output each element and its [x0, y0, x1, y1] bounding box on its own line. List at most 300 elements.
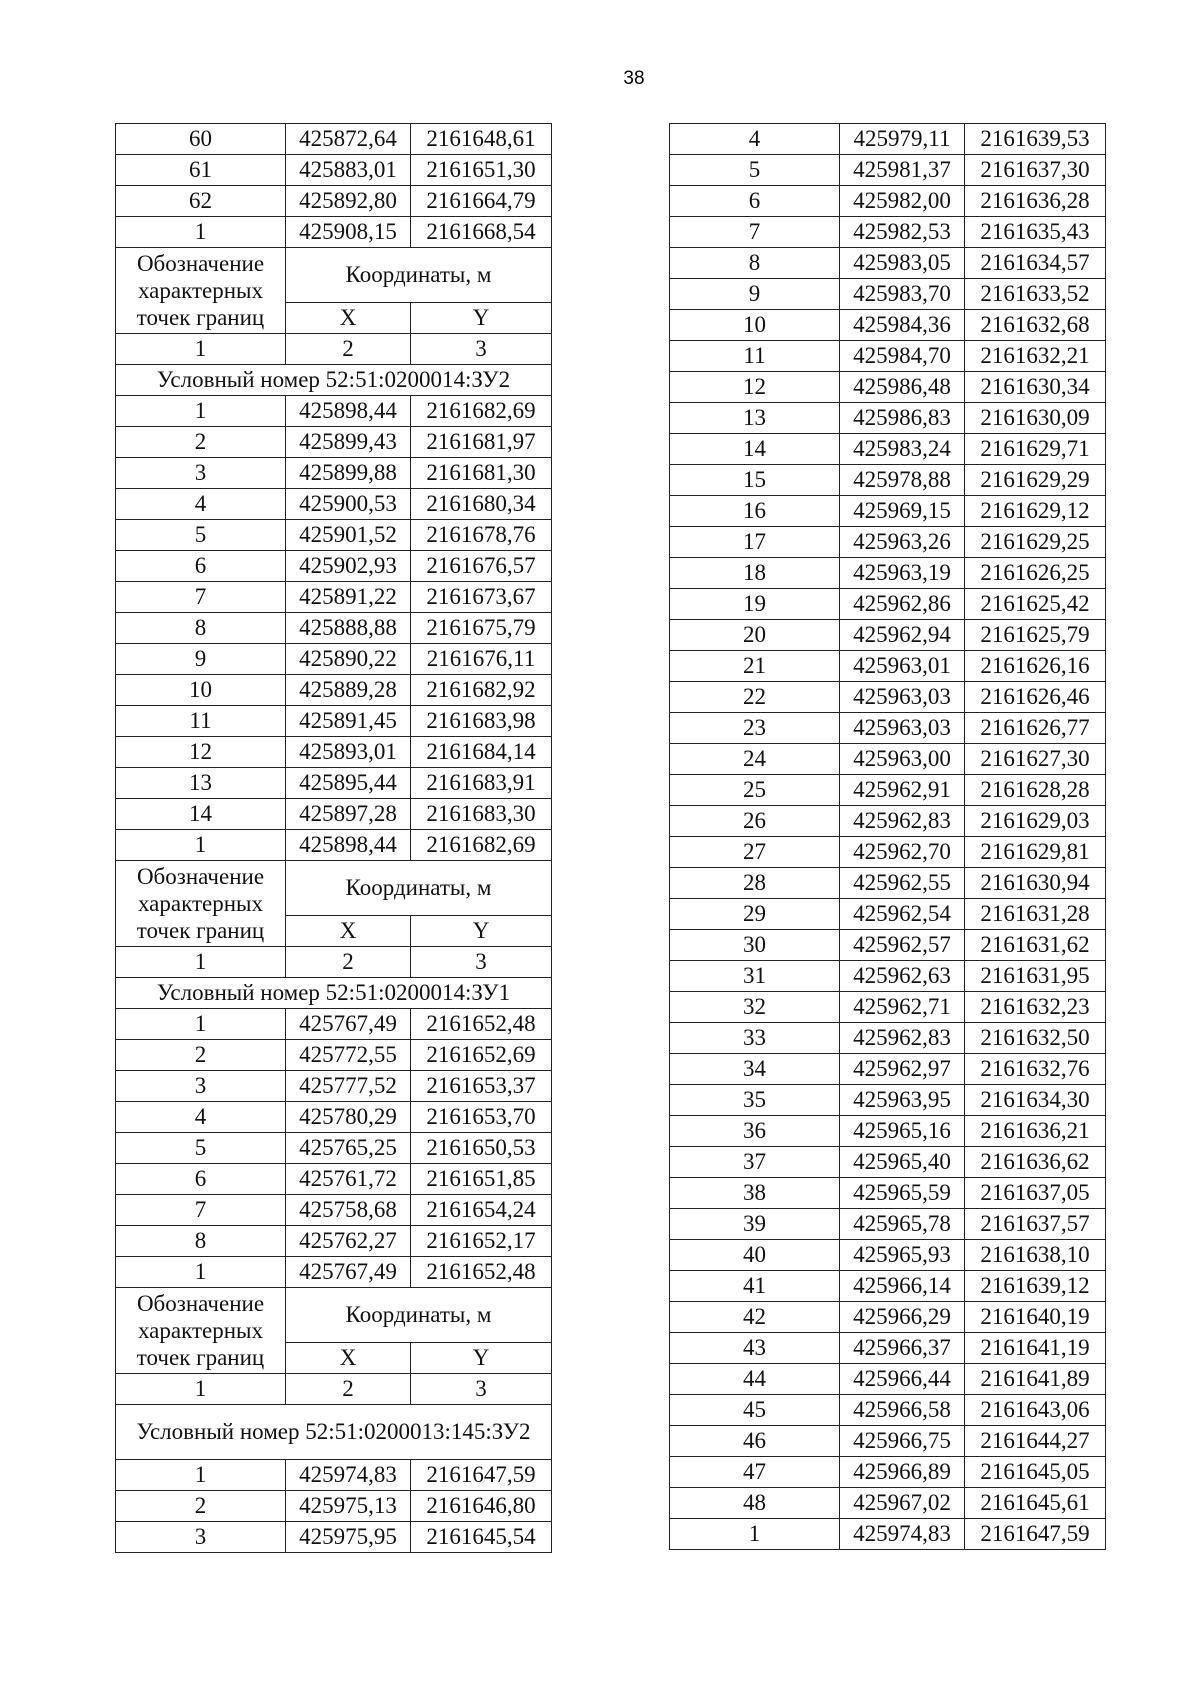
table-row	[670, 868, 1106, 899]
point-number-cell: 11	[670, 341, 840, 372]
y-coordinate-cell: 2161632,76	[965, 1054, 1106, 1085]
y-coordinate-cell: 2161643,06	[965, 1395, 1106, 1426]
x-coordinate-cell: 425965,78	[840, 1209, 965, 1240]
point-number-cell: 41	[670, 1271, 840, 1302]
header-y: Y	[411, 916, 552, 947]
table-row	[670, 682, 1106, 713]
x-coordinate-cell: 425965,93	[840, 1240, 965, 1271]
x-coordinate-cell: 425974,83	[286, 1460, 411, 1491]
y-coordinate-cell: 2161637,05	[965, 1178, 1106, 1209]
point-number-cell: 8	[116, 613, 286, 644]
x-coordinate-cell: 425780,29	[286, 1102, 411, 1133]
table-row	[670, 124, 1106, 155]
point-number-cell: 4	[116, 489, 286, 520]
y-coordinate-cell: 2161682,69	[411, 830, 552, 861]
table-row	[116, 1071, 552, 1102]
y-coordinate-cell: 2161683,98	[411, 706, 552, 737]
point-number-cell: 14	[116, 799, 286, 830]
column-number-2: 2	[286, 947, 411, 978]
x-coordinate-cell: 425902,93	[286, 551, 411, 582]
x-coordinate-cell: 425888,88	[286, 613, 411, 644]
column-number-row	[116, 1374, 552, 1405]
y-coordinate-cell: 2161627,30	[965, 744, 1106, 775]
y-coordinate-cell: 2161636,62	[965, 1147, 1106, 1178]
y-coordinate-cell: 2161648,61	[411, 124, 552, 155]
x-coordinate-cell: 425963,26	[840, 527, 965, 558]
x-coordinate-cell: 425974,83	[840, 1519, 965, 1550]
page-number: 38	[623, 68, 645, 89]
table-row	[116, 582, 552, 613]
y-coordinate-cell: 2161630,09	[965, 403, 1106, 434]
x-coordinate-cell: 425890,22	[286, 644, 411, 675]
y-coordinate-cell: 2161682,69	[411, 396, 552, 427]
table-row	[116, 427, 552, 458]
table-row	[116, 768, 552, 799]
table-row	[116, 551, 552, 582]
point-number-cell: 32	[670, 992, 840, 1023]
point-number-cell: 22	[670, 682, 840, 713]
point-number-cell: 3	[116, 458, 286, 489]
x-coordinate-cell: 425969,15	[840, 496, 965, 527]
plot-caption-row	[116, 978, 552, 1009]
header-coordinates: Координаты, м	[286, 248, 552, 303]
coordinates-table-left	[115, 123, 552, 1553]
point-number-cell: 1	[116, 217, 286, 248]
x-coordinate-cell: 425966,14	[840, 1271, 965, 1302]
point-number-cell: 25	[670, 775, 840, 806]
x-coordinate-cell: 425962,97	[840, 1054, 965, 1085]
column-number-3: 3	[411, 947, 552, 978]
table-row	[116, 124, 552, 155]
x-coordinate-cell: 425962,71	[840, 992, 965, 1023]
y-coordinate-cell: 2161681,97	[411, 427, 552, 458]
x-coordinate-cell: 425963,95	[840, 1085, 965, 1116]
table-row	[116, 1522, 552, 1553]
table-row	[116, 1133, 552, 1164]
x-coordinate-cell: 425962,57	[840, 930, 965, 961]
x-coordinate-cell: 425966,37	[840, 1333, 965, 1364]
x-coordinate-cell: 425962,55	[840, 868, 965, 899]
table-row	[670, 961, 1106, 992]
point-number-cell: 26	[670, 806, 840, 837]
table-row	[670, 372, 1106, 403]
table-row	[670, 1209, 1106, 1240]
table-row	[116, 489, 552, 520]
y-coordinate-cell: 2161664,79	[411, 186, 552, 217]
point-number-cell: 8	[116, 1226, 286, 1257]
header-point-designation: Обозначение характерных точек границ	[116, 1288, 286, 1374]
x-coordinate-cell: 425966,44	[840, 1364, 965, 1395]
point-number-cell: 2	[116, 1040, 286, 1071]
x-coordinate-cell: 425898,44	[286, 830, 411, 861]
point-number-cell: 40	[670, 1240, 840, 1271]
y-coordinate-cell: 2161653,70	[411, 1102, 552, 1133]
y-coordinate-cell: 2161634,57	[965, 248, 1106, 279]
x-coordinate-cell: 425762,27	[286, 1226, 411, 1257]
x-coordinate-cell: 425982,53	[840, 217, 965, 248]
y-coordinate-cell: 2161641,19	[965, 1333, 1106, 1364]
header-y: Y	[411, 303, 552, 334]
y-coordinate-cell: 2161675,79	[411, 613, 552, 644]
point-number-cell: 11	[116, 706, 286, 737]
table-row	[116, 458, 552, 489]
point-number-cell: 12	[670, 372, 840, 403]
x-coordinate-cell: 425979,11	[840, 124, 965, 155]
point-number-cell: 27	[670, 837, 840, 868]
table-row	[670, 1395, 1106, 1426]
point-number-cell: 44	[670, 1364, 840, 1395]
y-coordinate-cell: 2161653,37	[411, 1071, 552, 1102]
table-row	[670, 1240, 1106, 1271]
x-coordinate-cell: 425963,03	[840, 713, 965, 744]
table-row	[670, 744, 1106, 775]
point-number-cell: 4	[670, 124, 840, 155]
x-coordinate-cell: 425772,55	[286, 1040, 411, 1071]
point-number-cell: 1	[116, 1009, 286, 1040]
point-number-cell: 17	[670, 527, 840, 558]
x-coordinate-cell: 425966,58	[840, 1395, 965, 1426]
point-number-cell: 61	[116, 155, 286, 186]
y-coordinate-cell: 2161630,94	[965, 868, 1106, 899]
y-coordinate-cell: 2161636,21	[965, 1116, 1106, 1147]
coordinates-table-right	[669, 123, 1106, 1550]
point-number-cell: 39	[670, 1209, 840, 1240]
point-number-cell: 34	[670, 1054, 840, 1085]
y-coordinate-cell: 2161676,11	[411, 644, 552, 675]
x-coordinate-cell: 425963,00	[840, 744, 965, 775]
header-row	[116, 861, 552, 916]
x-coordinate-cell: 425966,29	[840, 1302, 965, 1333]
point-number-cell: 42	[670, 1302, 840, 1333]
point-number-cell: 6	[116, 551, 286, 582]
table-row	[116, 1195, 552, 1226]
y-coordinate-cell: 2161651,85	[411, 1164, 552, 1195]
y-coordinate-cell: 2161650,53	[411, 1133, 552, 1164]
x-coordinate-cell: 425984,36	[840, 310, 965, 341]
table-row	[670, 1457, 1106, 1488]
table-row	[670, 310, 1106, 341]
point-number-cell: 5	[116, 520, 286, 551]
x-coordinate-cell: 425895,44	[286, 768, 411, 799]
point-number-cell: 13	[116, 768, 286, 799]
point-number-cell: 10	[670, 310, 840, 341]
table-row	[670, 775, 1106, 806]
y-coordinate-cell: 2161678,76	[411, 520, 552, 551]
point-number-cell: 6	[670, 186, 840, 217]
point-number-cell: 30	[670, 930, 840, 961]
x-coordinate-cell: 425983,24	[840, 434, 965, 465]
table-row	[116, 520, 552, 551]
y-coordinate-cell: 2161684,14	[411, 737, 552, 768]
table-row	[670, 403, 1106, 434]
x-coordinate-cell: 425975,95	[286, 1522, 411, 1553]
x-coordinate-cell: 425984,70	[840, 341, 965, 372]
y-coordinate-cell: 2161640,19	[965, 1302, 1106, 1333]
point-number-cell: 18	[670, 558, 840, 589]
point-number-cell: 2	[116, 1491, 286, 1522]
point-number-cell: 29	[670, 899, 840, 930]
y-coordinate-cell: 2161631,62	[965, 930, 1106, 961]
y-coordinate-cell: 2161629,12	[965, 496, 1106, 527]
x-coordinate-cell: 425966,89	[840, 1457, 965, 1488]
table-row	[670, 837, 1106, 868]
y-coordinate-cell: 2161629,81	[965, 837, 1106, 868]
table-row	[670, 620, 1106, 651]
table-row	[670, 1271, 1106, 1302]
y-coordinate-cell: 2161632,21	[965, 341, 1106, 372]
point-number-cell: 21	[670, 651, 840, 682]
point-number-cell: 5	[670, 155, 840, 186]
y-coordinate-cell: 2161632,50	[965, 1023, 1106, 1054]
table-row	[670, 1116, 1106, 1147]
x-coordinate-cell: 425986,83	[840, 403, 965, 434]
table-row	[670, 155, 1106, 186]
table-row	[670, 1147, 1106, 1178]
x-coordinate-cell: 425899,88	[286, 458, 411, 489]
y-coordinate-cell: 2161652,17	[411, 1226, 552, 1257]
x-coordinate-cell: 425962,94	[840, 620, 965, 651]
table-row	[116, 217, 552, 248]
x-coordinate-cell: 425891,22	[286, 582, 411, 613]
point-number-cell: 8	[670, 248, 840, 279]
header-point-designation: Обозначение характерных точек границ	[116, 248, 286, 334]
plot-caption: Условный номер 52:51:0200014:ЗУ2	[116, 365, 552, 396]
column-number-row	[116, 334, 552, 365]
table-row	[670, 465, 1106, 496]
y-coordinate-cell: 2161651,30	[411, 155, 552, 186]
point-number-cell: 9	[670, 279, 840, 310]
x-coordinate-cell: 425967,02	[840, 1488, 965, 1519]
point-number-cell: 28	[670, 868, 840, 899]
x-coordinate-cell: 425758,68	[286, 1195, 411, 1226]
column-number-2: 2	[286, 1374, 411, 1405]
table-row	[670, 186, 1106, 217]
table-row	[116, 186, 552, 217]
x-coordinate-cell: 425983,05	[840, 248, 965, 279]
x-coordinate-cell: 425901,52	[286, 520, 411, 551]
y-coordinate-cell: 2161682,92	[411, 675, 552, 706]
table-row	[116, 1009, 552, 1040]
x-coordinate-cell: 425893,01	[286, 737, 411, 768]
y-coordinate-cell: 2161639,53	[965, 124, 1106, 155]
x-coordinate-cell: 425963,03	[840, 682, 965, 713]
table-row	[670, 1333, 1106, 1364]
y-coordinate-cell: 2161681,30	[411, 458, 552, 489]
y-coordinate-cell: 2161645,05	[965, 1457, 1106, 1488]
y-coordinate-cell: 2161632,23	[965, 992, 1106, 1023]
y-coordinate-cell: 2161641,89	[965, 1364, 1106, 1395]
point-number-cell: 6	[116, 1164, 286, 1195]
column-number-2: 2	[286, 334, 411, 365]
x-coordinate-cell: 425962,63	[840, 961, 965, 992]
y-coordinate-cell: 2161680,34	[411, 489, 552, 520]
y-coordinate-cell: 2161676,57	[411, 551, 552, 582]
point-number-cell: 7	[116, 582, 286, 613]
x-coordinate-cell: 425908,15	[286, 217, 411, 248]
header-coordinates: Координаты, м	[286, 861, 552, 916]
y-coordinate-cell: 2161630,34	[965, 372, 1106, 403]
y-coordinate-cell: 2161646,80	[411, 1491, 552, 1522]
y-coordinate-cell: 2161638,10	[965, 1240, 1106, 1271]
table-row	[670, 1364, 1106, 1395]
table-row	[670, 434, 1106, 465]
point-number-cell: 10	[116, 675, 286, 706]
point-number-cell: 60	[116, 124, 286, 155]
table-row	[670, 248, 1106, 279]
point-number-cell: 3	[116, 1522, 286, 1553]
table-row	[670, 1426, 1106, 1457]
table-row	[670, 1302, 1106, 1333]
table-row	[670, 527, 1106, 558]
x-coordinate-cell: 425983,70	[840, 279, 965, 310]
y-coordinate-cell: 2161631,95	[965, 961, 1106, 992]
table-row	[670, 713, 1106, 744]
x-coordinate-cell: 425899,43	[286, 427, 411, 458]
column-number-1: 1	[116, 1374, 286, 1405]
x-coordinate-cell: 425963,19	[840, 558, 965, 589]
header-x: X	[286, 1343, 411, 1374]
plot-caption: Условный номер 52:51:0200014:ЗУ1	[116, 978, 552, 1009]
table-row	[116, 396, 552, 427]
y-coordinate-cell: 2161637,57	[965, 1209, 1106, 1240]
y-coordinate-cell: 2161652,69	[411, 1040, 552, 1071]
y-coordinate-cell: 2161652,48	[411, 1009, 552, 1040]
y-coordinate-cell: 2161645,61	[965, 1488, 1106, 1519]
table-row	[670, 1519, 1106, 1550]
y-coordinate-cell: 2161652,48	[411, 1257, 552, 1288]
y-coordinate-cell: 2161673,67	[411, 582, 552, 613]
table-row	[670, 1054, 1106, 1085]
table-row	[670, 992, 1106, 1023]
table-row	[116, 1491, 552, 1522]
x-coordinate-cell: 425962,86	[840, 589, 965, 620]
header-point-designation: Обозначение характерных точек границ	[116, 861, 286, 947]
x-coordinate-cell: 425897,28	[286, 799, 411, 830]
point-number-cell: 31	[670, 961, 840, 992]
y-coordinate-cell: 2161645,54	[411, 1522, 552, 1553]
x-coordinate-cell: 425777,52	[286, 1071, 411, 1102]
plot-caption-row	[116, 365, 552, 396]
table-row	[670, 930, 1106, 961]
x-coordinate-cell: 425765,25	[286, 1133, 411, 1164]
point-number-cell: 13	[670, 403, 840, 434]
y-coordinate-cell: 2161629,25	[965, 527, 1106, 558]
y-coordinate-cell: 2161629,29	[965, 465, 1106, 496]
x-coordinate-cell: 425889,28	[286, 675, 411, 706]
y-coordinate-cell: 2161683,91	[411, 768, 552, 799]
x-coordinate-cell: 425767,49	[286, 1009, 411, 1040]
point-number-cell: 1	[116, 396, 286, 427]
y-coordinate-cell: 2161644,27	[965, 1426, 1106, 1457]
table-row	[670, 341, 1106, 372]
x-coordinate-cell: 425975,13	[286, 1491, 411, 1522]
header-row	[116, 248, 552, 303]
x-coordinate-cell: 425872,64	[286, 124, 411, 155]
x-coordinate-cell: 425965,40	[840, 1147, 965, 1178]
point-number-cell: 19	[670, 589, 840, 620]
x-coordinate-cell: 425986,48	[840, 372, 965, 403]
table-row	[670, 899, 1106, 930]
y-coordinate-cell: 2161637,30	[965, 155, 1106, 186]
point-number-cell: 23	[670, 713, 840, 744]
point-number-cell: 62	[116, 186, 286, 217]
point-number-cell: 1	[116, 830, 286, 861]
table-row	[670, 1488, 1106, 1519]
table-row	[116, 1257, 552, 1288]
x-coordinate-cell: 425965,59	[840, 1178, 965, 1209]
y-coordinate-cell: 2161626,16	[965, 651, 1106, 682]
y-coordinate-cell: 2161625,79	[965, 620, 1106, 651]
plot-caption-row	[116, 1405, 552, 1460]
y-coordinate-cell: 2161634,30	[965, 1085, 1106, 1116]
x-coordinate-cell: 425892,80	[286, 186, 411, 217]
y-coordinate-cell: 2161626,77	[965, 713, 1106, 744]
y-coordinate-cell: 2161632,68	[965, 310, 1106, 341]
point-number-cell: 2	[116, 427, 286, 458]
y-coordinate-cell: 2161654,24	[411, 1195, 552, 1226]
header-x: X	[286, 916, 411, 947]
table-row	[670, 496, 1106, 527]
table-row	[670, 1023, 1106, 1054]
table-row	[116, 1460, 552, 1491]
point-number-cell: 45	[670, 1395, 840, 1426]
point-number-cell: 43	[670, 1333, 840, 1364]
table-row	[670, 806, 1106, 837]
x-coordinate-cell: 425767,49	[286, 1257, 411, 1288]
table-row	[670, 279, 1106, 310]
column-number-1: 1	[116, 334, 286, 365]
x-coordinate-cell: 425962,83	[840, 806, 965, 837]
point-number-cell: 36	[670, 1116, 840, 1147]
table-row	[116, 706, 552, 737]
point-number-cell: 3	[116, 1071, 286, 1102]
point-number-cell: 47	[670, 1457, 840, 1488]
y-coordinate-cell: 2161625,42	[965, 589, 1106, 620]
point-number-cell: 1	[670, 1519, 840, 1550]
point-number-cell: 9	[116, 644, 286, 675]
table-row	[670, 589, 1106, 620]
y-coordinate-cell: 2161631,28	[965, 899, 1106, 930]
x-coordinate-cell: 425966,75	[840, 1426, 965, 1457]
point-number-cell: 1	[116, 1460, 286, 1491]
point-number-cell: 35	[670, 1085, 840, 1116]
point-number-cell: 7	[670, 217, 840, 248]
header-coordinates: Координаты, м	[286, 1288, 552, 1343]
point-number-cell: 14	[670, 434, 840, 465]
x-coordinate-cell: 425963,01	[840, 651, 965, 682]
x-coordinate-cell: 425962,70	[840, 837, 965, 868]
point-number-cell: 16	[670, 496, 840, 527]
point-number-cell: 24	[670, 744, 840, 775]
header-x: X	[286, 303, 411, 334]
point-number-cell: 5	[116, 1133, 286, 1164]
table-row	[670, 558, 1106, 589]
y-coordinate-cell: 2161668,54	[411, 217, 552, 248]
table-row	[670, 217, 1106, 248]
header-y: Y	[411, 1343, 552, 1374]
y-coordinate-cell: 2161647,59	[965, 1519, 1106, 1550]
point-number-cell: 4	[116, 1102, 286, 1133]
column-number-3: 3	[411, 334, 552, 365]
point-number-cell: 37	[670, 1147, 840, 1178]
x-coordinate-cell: 425982,00	[840, 186, 965, 217]
table-row	[116, 1164, 552, 1195]
column-number-3: 3	[411, 1374, 552, 1405]
table-row	[116, 1040, 552, 1071]
x-coordinate-cell: 425962,91	[840, 775, 965, 806]
x-coordinate-cell: 425898,44	[286, 396, 411, 427]
table-row	[116, 1226, 552, 1257]
